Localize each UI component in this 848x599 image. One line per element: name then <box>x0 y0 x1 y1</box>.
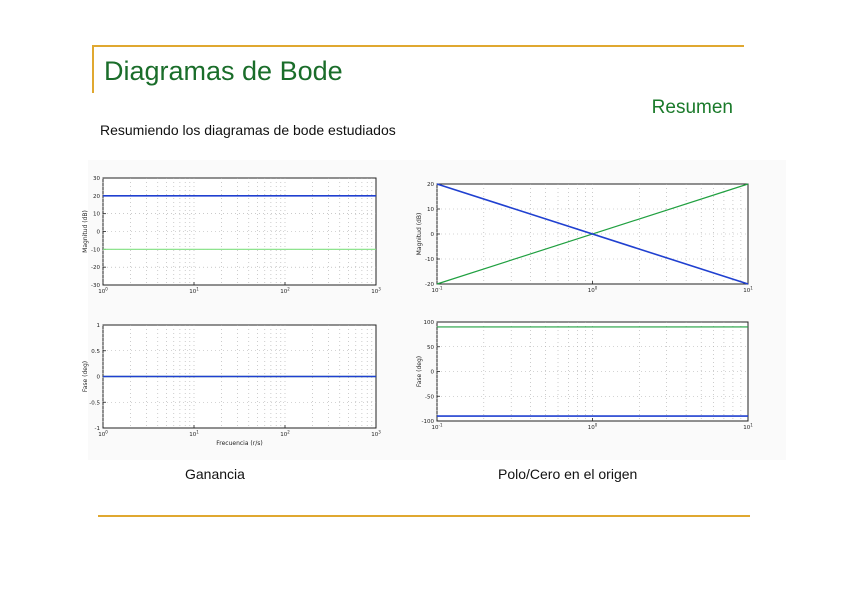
bottom-accent-rule <box>98 515 750 517</box>
y-tick-label: -30 <box>91 283 100 289</box>
x-tick-label: $10^0$ <box>98 286 108 295</box>
y-tick-label: 20 <box>427 182 434 188</box>
slide-title: Diagramas de Bode <box>104 56 343 86</box>
y-tick-label: 1 <box>96 323 100 329</box>
section-label: Resumen <box>651 97 733 118</box>
y-tick-label: -100 <box>421 419 434 425</box>
x-tick-label: $10^1$ <box>743 422 753 431</box>
y-tick-label: 10 <box>427 207 434 213</box>
caption-origin: Polo/Cero en el origen <box>498 466 638 482</box>
chart-3 <box>416 182 753 294</box>
y-tick-label: 30 <box>93 176 100 182</box>
y-tick-label: 0.5 <box>91 348 100 355</box>
y-tick-label: -20 <box>425 282 434 288</box>
y-tick-label: -10 <box>425 257 434 263</box>
y-tick-label: 0 <box>430 369 434 376</box>
y-axis-label: Magnitud (dB) <box>82 210 89 253</box>
x-tick-label: $10^2$ <box>280 429 290 438</box>
y-tick-label: 0 <box>430 232 434 238</box>
x-tick-label: $10^1$ <box>743 285 753 294</box>
y-tick-label: -10 <box>91 247 100 254</box>
chart-2 <box>82 323 381 447</box>
x-tick-label: $10^3$ <box>371 286 381 295</box>
y-tick-label: -1 <box>94 426 100 432</box>
y-tick-label: -20 <box>91 265 100 272</box>
y-tick-label: 100 <box>423 320 434 326</box>
chart-1 <box>82 176 381 295</box>
chart-4 <box>416 320 753 431</box>
y-axis-label: Fase (deg) <box>82 360 89 393</box>
y-tick-label: -50 <box>425 394 434 401</box>
y-tick-label: -0.5 <box>89 400 100 407</box>
y-tick-label: 50 <box>427 344 434 351</box>
y-tick-label: 0 <box>96 229 100 236</box>
x-tick-label: $10^3$ <box>371 429 381 438</box>
x-tick-label: $10^2$ <box>280 286 290 295</box>
y-axis-label: Fase (deg) <box>416 355 423 388</box>
x-tick-label: $10^0$ <box>587 422 598 431</box>
x-tick-label: $10^1$ <box>189 429 199 438</box>
caption-gain: Ganancia <box>185 466 245 482</box>
x-tick-label: $10^1$ <box>189 286 199 295</box>
intro-text: Resumiendo los diagramas de bode estudiados <box>100 122 396 138</box>
x-tick-label: $10^0$ <box>587 285 598 294</box>
x-axis-label: Frecuencia (r/s) <box>216 440 263 447</box>
y-tick-label: 10 <box>93 211 100 218</box>
x-tick-label: $10^{-1}$ <box>431 422 443 431</box>
y-tick-label: 20 <box>93 193 100 200</box>
x-tick-label: $10^{-1}$ <box>431 285 443 294</box>
x-tick-label: $10^0$ <box>98 429 108 438</box>
y-axis-label: Magnitud (dB) <box>416 212 423 256</box>
y-tick-label: 0 <box>96 374 100 381</box>
